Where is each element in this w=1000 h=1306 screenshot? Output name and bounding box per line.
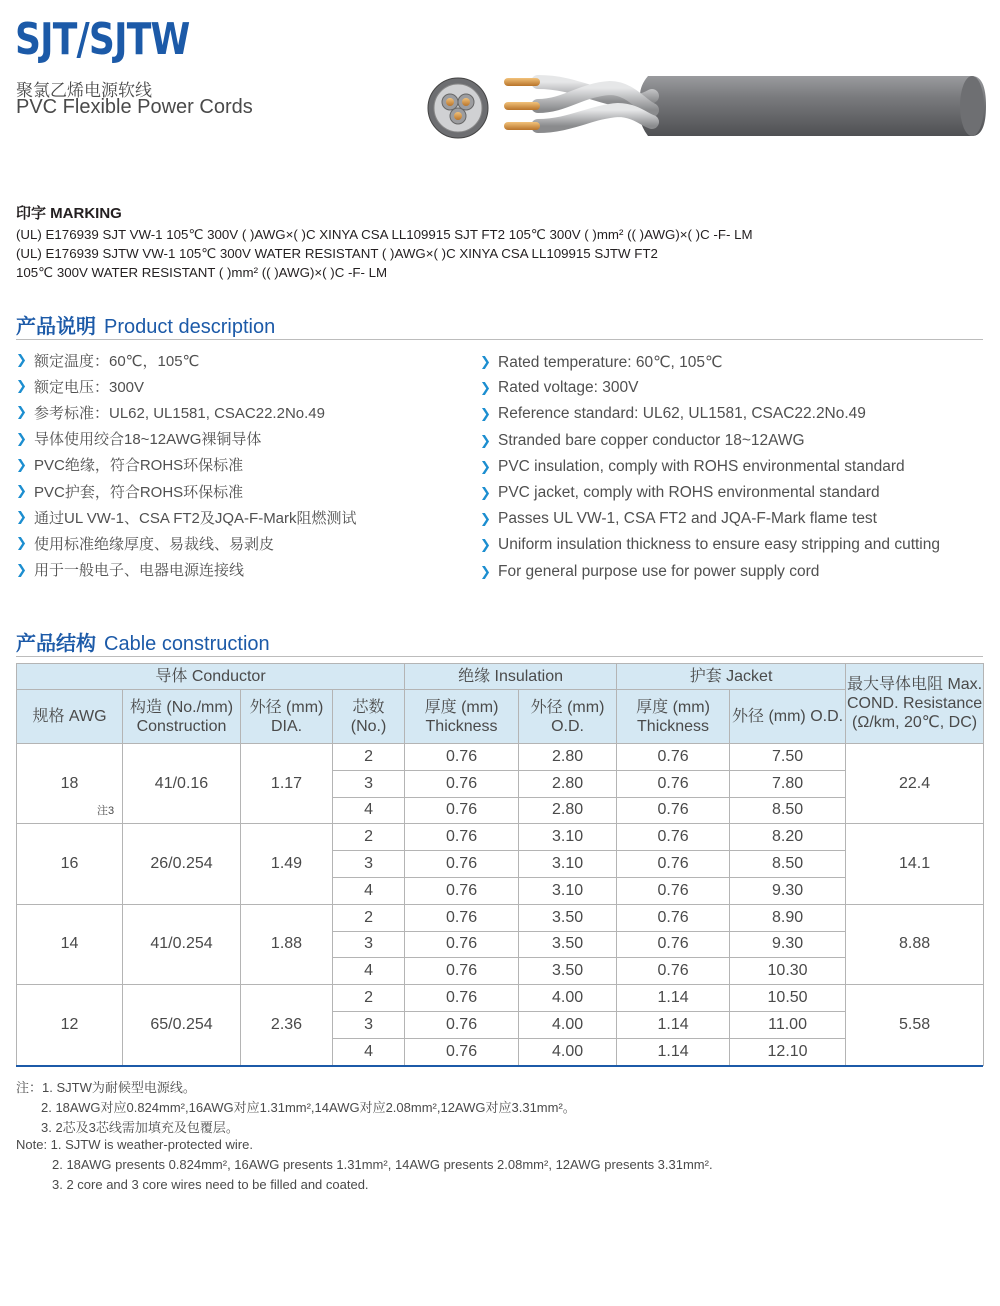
cell-jac-t-value: 0.76 [657,908,689,926]
cell-cores-value: 4 [364,801,373,819]
table-row [17,824,984,851]
marking-line-2: (UL) E176939 SJTW VW-1 105℃ 300V WATER RESISTANT ( )AWG×( )C XINYA CSA LL109915 SJTW FT2 [16,246,658,261]
chevron-right-icon: ❯ [480,458,491,474]
header-jac-thickness: 厚度 (mm) Thickness [617,690,730,744]
list-item [16,478,357,504]
cell-awg [17,904,123,984]
cell-ins-t [405,851,519,878]
cell-ins-od-value: 3.10 [551,881,584,899]
cell-ins-t [405,985,519,1012]
list-item [16,426,357,452]
chevron-right-icon: ❯ [480,406,491,422]
cell-jac-od-value: 7.50 [771,747,804,765]
cell-cores [333,744,405,771]
chevron-right-icon: ❯ [16,535,27,551]
cell-cores [333,1011,405,1038]
cell-ins-t [405,770,519,797]
list-item-text: For general purpose use for power supply cord [498,562,820,580]
cell-ins-od [519,904,617,931]
cell-ins-od-value: 3.50 [551,962,584,980]
cell-jac-od-value: 8.50 [771,855,804,873]
cell-ins-od-value: 2.80 [551,774,584,792]
header-ins-od: 外径 (mm) O.D. [519,690,617,744]
chevron-right-icon: ❯ [480,380,491,396]
cell-jac-od [730,1011,846,1038]
chevron-right-icon: ❯ [16,430,27,446]
list-item [480,559,940,585]
list-item [480,480,940,506]
cell-ins-od [519,851,617,878]
cell-dia [241,744,333,824]
chevron-right-icon: ❯ [480,511,491,527]
list-item [480,454,940,480]
cell-ins-od-value: 2.80 [551,801,584,819]
cell-resistance [846,824,984,904]
cell-ins-od-value: 2.80 [551,747,584,765]
cell-ins-t-value: 0.76 [445,908,478,926]
header-conductor: 导体 Conductor [17,664,405,690]
list-item-text: PVC insulation, comply with ROHS environmental standard [498,457,905,475]
cell-jac-t-value: 1.14 [657,989,689,1007]
cell-ins-od [519,770,617,797]
cell-ins-t-value: 0.76 [445,747,478,765]
cross-section-icon [428,78,488,138]
header-awg: 规格 AWG [17,690,123,744]
cell-jac-t [617,824,730,851]
cell-dia-value: 1.17 [270,774,303,792]
cell-resistance-value: 22.4 [898,774,931,792]
description-heading-cn: 产品说明 [16,316,96,338]
cell-jac-od-value: 11.00 [768,1015,807,1033]
marking-line-3: 105℃ 300V WATER RESISTANT ( )mm² (( )AWG)×( )C -F- LM [16,265,388,280]
chevron-right-icon: ❯ [16,561,27,577]
cell-ins-t [405,931,519,958]
cell-jac-od [730,770,846,797]
header-resistance: 最大导体电阻 Max. COND. Resistance (Ω/km, 20℃, DC) [846,664,984,744]
cell-cores-value: 4 [364,1042,373,1060]
cell-ins-od [519,1038,617,1065]
list-item-text: Rated temperature: 60℃, 105℃ [498,353,723,371]
cell-cores [333,958,405,985]
list-item [16,557,357,583]
cell-jac-od [730,985,846,1012]
cell-jac-od-value: 12.10 [767,1042,808,1060]
cell-jac-t [617,851,730,878]
cell-jac-t-value: 0.76 [657,747,689,765]
cell-construction-value: 26/0.254 [150,855,213,873]
cell-awg [17,824,123,904]
chevron-right-icon: ❯ [480,563,491,579]
cell-ins-t [405,958,519,985]
cell-jac-od-value: 10.30 [767,962,808,980]
chevron-right-icon: ❯ [480,485,491,501]
table-row [17,744,984,771]
cell-construction [123,985,241,1065]
cell-jac-t [617,797,730,824]
header-dia: 外径 (mm) DIA. [241,690,333,744]
footnote-marker: 注3 [97,805,115,817]
cell-ins-t-value: 0.76 [445,935,478,953]
cell-cores [333,931,405,958]
cell-dia-value: 2.36 [270,1015,303,1033]
construction-table [16,663,984,1066]
note-cn-1: 注：1. SJTW为耐候型电源线。 [16,1080,196,1095]
cell-ins-t [405,797,519,824]
cell-cores [333,904,405,931]
cell-jac-t-value: 0.76 [657,774,689,792]
cell-ins-t-value: 0.76 [445,962,478,980]
note-en-2: 2. 18AWG presents 0.824mm², 16AWG presents 1.31mm², 14AWG presents 2.08mm², 12AWG presents 3.31mm². [52,1157,713,1172]
list-item-text: Reference standard: UL62, UL1581, CSAC22.2No.49 [498,405,866,423]
cell-ins-od-value: 4.00 [551,1015,584,1033]
cell-ins-t [405,877,519,904]
list-item [16,530,357,556]
cell-jac-t-value: 1.14 [657,1042,689,1060]
cell-jac-od [730,1038,846,1065]
list-item-text: Passes UL VW-1, CSA FT2 and JQA-F-Mark flame test [498,510,877,528]
cell-awg-value: 12 [60,1015,79,1033]
cell-cores-value: 3 [364,1015,373,1033]
list-item-text: PVC jacket, comply with ROHS environmental standard [498,484,880,502]
cell-cores [333,824,405,851]
brand-title: SJT/SJTW [15,14,190,65]
cell-cores-value: 2 [364,747,373,765]
cell-jac-od [730,958,846,985]
list-item [16,347,357,373]
marking-line-1: (UL) E176939 SJT VW-1 105℃ 300V ( )AWG×( )C XINYA CSA LL109915 SJT FT2 105℃ 300V ( )mm² (( )AWG)×( )C -F- LM [16,227,753,242]
cell-ins-od-value: 3.50 [551,908,584,926]
table-row [17,985,984,1012]
cell-cores-value: 4 [364,962,373,980]
cell-cores-value: 2 [364,908,373,926]
cell-jac-t [617,744,730,771]
cell-jac-od [730,744,846,771]
cable-illustration [420,60,990,178]
list-item [480,349,940,375]
cell-dia [241,824,333,904]
cell-ins-od [519,931,617,958]
cell-jac-od-value: 7.80 [771,774,804,792]
cell-jac-od [730,877,846,904]
cell-jac-od-value: 10.50 [767,989,808,1007]
cell-ins-od [519,824,617,851]
list-item-text: 使用标准绝缘厚度、易裁线、易剥皮 [34,535,275,553]
cell-cores [333,877,405,904]
cell-cores [333,851,405,878]
list-item [480,506,940,532]
cell-ins-t-value: 0.76 [445,989,478,1007]
header-ins-thickness: 厚度 (mm) Thickness [405,690,519,744]
cell-cores-value: 4 [364,881,373,899]
table-bottom-rule [16,1065,983,1067]
cell-construction [123,744,241,824]
cell-jac-t-value: 0.76 [657,855,689,873]
cell-jac-t-value: 0.76 [657,881,689,899]
cell-cores [333,985,405,1012]
cell-ins-t-value: 0.76 [445,881,478,899]
construction-heading-en: Cable construction [104,633,270,655]
subtitle-english: PVC Flexible Power Cords [16,96,253,118]
cell-jac-od-value: 8.50 [771,801,804,819]
cell-construction-value: 41/0.16 [154,774,209,792]
cell-ins-t-value: 0.76 [445,828,478,846]
header-jac-od: 外径 (mm) O.D. [730,690,846,744]
cell-resistance [846,744,984,824]
list-item-text: 用于一般电子、电器电源连接线 [34,562,245,580]
chevron-right-icon: ❯ [16,456,27,472]
cell-jac-od-value: 9.30 [771,935,804,953]
cell-ins-od [519,797,617,824]
list-item [16,452,357,478]
cell-dia [241,985,333,1065]
cell-jac-od [730,851,846,878]
section-divider [16,339,983,340]
cell-ins-od [519,877,617,904]
cell-jac-t-value: 0.76 [657,801,689,819]
cell-resistance [846,904,984,984]
cell-jac-t [617,770,730,797]
cell-ins-od [519,744,617,771]
header-cores: 芯数 (No.) [333,690,405,744]
cell-awg [17,985,123,1065]
marking-title: 印字 MARKING [16,205,122,222]
cell-jac-t [617,904,730,931]
header-insulation: 绝缘 Insulation [405,664,617,690]
chevron-right-icon: ❯ [480,537,491,553]
cell-construction-value: 65/0.254 [150,1015,213,1033]
header-jacket: 护套 Jacket [617,664,846,690]
chevron-right-icon: ❯ [16,352,27,368]
note-cn-2: 2. 18AWG对应0.824mm²,16AWG对应1.31mm²,14AWG对应2.08mm²,12AWG对应3.31mm²。 [41,1100,576,1115]
cell-jac-t-value: 0.76 [657,828,689,846]
cell-cores [333,797,405,824]
cell-ins-t [405,1011,519,1038]
list-item-text: Stranded bare copper conductor 18~12AWG [498,431,805,449]
cell-construction-value: 41/0.254 [150,935,213,953]
cell-ins-od-value: 3.50 [551,935,584,953]
cell-awg-value: 14 [60,935,79,953]
cell-ins-od-value: 4.00 [551,1042,584,1060]
cell-cores-value: 3 [364,935,373,953]
cell-jac-t [617,931,730,958]
table-row [17,904,984,931]
cell-ins-od [519,985,617,1012]
cell-construction [123,904,241,984]
cell-jac-t [617,1038,730,1065]
cell-dia [241,904,333,984]
cell-jac-t [617,1011,730,1038]
cell-resistance-value: 14.1 [898,855,931,873]
cell-jac-od-value: 9.30 [771,881,804,899]
list-item [480,375,940,401]
cell-cores-value: 2 [364,989,373,1007]
chevron-right-icon: ❯ [16,509,27,525]
cell-jac-od [730,797,846,824]
cell-jac-t-value: 1.14 [657,1015,689,1033]
cell-awg [17,744,123,824]
section-divider [16,656,983,657]
list-item-text: Rated voltage: 300V [498,379,639,397]
cell-resistance-value: 5.58 [898,1015,931,1033]
cell-jac-od [730,931,846,958]
note-en-3: 3. 2 core and 3 core wires need to be filled and coated. [52,1177,369,1192]
list-item-text: Uniform insulation thickness to ensure easy stripping and cutting [498,536,940,554]
cell-jac-t-value: 0.76 [657,935,689,953]
chevron-right-icon: ❯ [480,432,491,448]
list-item [480,428,940,454]
cell-cores-value: 3 [364,774,373,792]
cell-cores-value: 3 [364,855,373,873]
cell-jac-od [730,904,846,931]
cell-jac-t [617,958,730,985]
cell-ins-od-value: 4.00 [551,989,584,1007]
list-item [16,373,357,399]
cell-jac-od-value: 8.90 [771,908,804,926]
cell-ins-t [405,904,519,931]
header-construction: 构造 (No./mm) Construction [123,690,241,744]
list-item-text: 导体使用绞合18~12AWG裸铜导体 [34,431,262,449]
cell-ins-t-value: 0.76 [445,855,478,873]
chevron-right-icon: ❯ [480,354,491,370]
subtitle-chinese: 聚氯乙烯电源软线 [16,81,152,100]
cell-ins-od-value: 3.10 [551,855,584,873]
list-item-text: 额定电压：300V [34,378,145,396]
note-cn-3: 3. 2芯及3芯线需加填充及包覆层。 [41,1120,239,1135]
cell-ins-t-value: 0.76 [445,1042,478,1060]
cell-cores-value: 2 [364,828,373,846]
cell-dia-value: 1.88 [270,935,303,953]
cell-resistance-value: 8.88 [898,935,931,953]
list-item [16,399,357,425]
cell-ins-od-value: 3.10 [551,828,584,846]
note-en-1: Note: 1. SJTW is weather-protected wire. [16,1137,253,1152]
cell-cores [333,770,405,797]
description-list-cn [16,347,357,583]
list-item-text: PVC护套，符合ROHS环保标准 [34,483,244,501]
cell-awg-value: 16 [60,855,79,873]
cell-jac-t-value: 0.76 [657,962,689,980]
construction-heading [16,627,270,656]
description-list-en [480,349,940,585]
construction-heading-cn: 产品结构 [16,633,96,655]
cell-awg-value: 18 [60,774,79,792]
cell-ins-t-value: 0.76 [445,801,478,819]
cell-jac-od [730,824,846,851]
cell-jac-od-value: 8.20 [771,828,804,846]
list-item-text: PVC绝缘，符合ROHS环保标准 [34,457,244,475]
chevron-right-icon: ❯ [16,404,27,420]
cell-jac-t [617,877,730,904]
cell-ins-od [519,958,617,985]
cell-ins-t-value: 0.76 [445,1015,478,1033]
description-heading-en: Product description [104,316,276,338]
cell-ins-od [519,1011,617,1038]
cell-dia-value: 1.49 [270,855,303,873]
cell-resistance [846,985,984,1065]
cell-construction [123,824,241,904]
chevron-right-icon: ❯ [16,483,27,499]
cell-ins-t-value: 0.76 [445,774,478,792]
cell-ins-t [405,744,519,771]
cell-ins-t [405,824,519,851]
list-item [16,504,357,530]
list-item-text: 额定温度：60℃，105℃ [34,352,200,370]
list-item-text: 通过UL VW-1、CSA FT2及JQA-F-Mark阻燃测试 [34,509,357,527]
chevron-right-icon: ❯ [16,378,27,394]
list-item [480,532,940,558]
list-item-text: 参考标准：UL62, UL1581, CSAC22.2No.49 [34,404,325,422]
cell-ins-t [405,1038,519,1065]
description-heading [16,310,275,339]
cell-cores [333,1038,405,1065]
cell-jac-t [617,985,730,1012]
list-item [480,401,940,427]
